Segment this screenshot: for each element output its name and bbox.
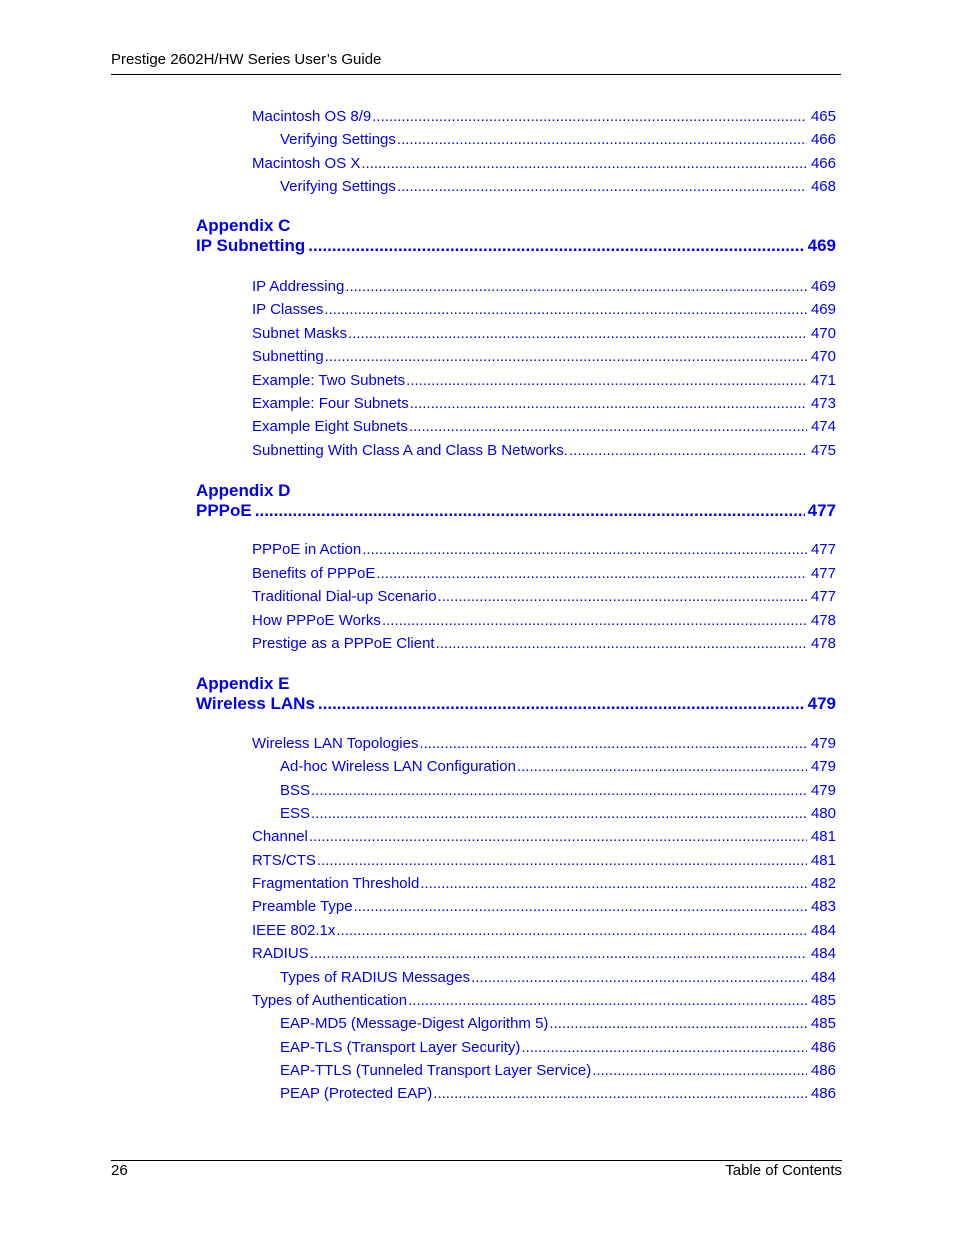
toc-entry-page: 465 xyxy=(810,108,836,125)
toc-entry-label: ESS xyxy=(280,805,311,822)
toc-entry[interactable] xyxy=(280,969,836,987)
toc-entry-page: 478 xyxy=(810,635,836,652)
toc-entry-page: 483 xyxy=(810,898,836,915)
appendix-label: Appendix E xyxy=(196,674,290,693)
toc-entry[interactable] xyxy=(280,1062,836,1080)
toc-entry-page: 466 xyxy=(810,155,836,172)
toc-entry-label: EAP-TTLS (Tunneled Transport Layer Service) xyxy=(280,1062,592,1079)
toc-entry-page: 486 xyxy=(810,1085,836,1102)
toc-entry-label: Prestige as a PPPoE Client xyxy=(252,635,435,652)
leader-dots xyxy=(361,155,807,173)
document-title: Prestige 2602H/HW Series User’s Guide xyxy=(111,51,382,68)
appendix-label: Appendix D xyxy=(196,481,291,500)
leader-dots xyxy=(318,694,805,714)
leader-dots xyxy=(317,852,807,870)
leader-dots xyxy=(436,635,807,653)
toc-entry[interactable] xyxy=(280,178,836,196)
leader-dots xyxy=(255,501,805,521)
toc-entry-label: Subnetting With Class A and Class B Networks. xyxy=(252,442,568,459)
appendix-d-heading-block[interactable] xyxy=(196,481,836,521)
leader-dots xyxy=(433,1085,807,1103)
toc-entry-page: 470 xyxy=(810,348,836,365)
toc-entry-label: Example: Two Subnets xyxy=(252,372,406,389)
toc-entry-page: 486 xyxy=(810,1062,836,1079)
toc-entry[interactable] xyxy=(252,828,836,846)
appendix-title: PPPoE xyxy=(196,501,252,520)
leader-dots xyxy=(397,178,807,196)
toc-entry[interactable] xyxy=(252,442,836,460)
leader-dots xyxy=(420,875,807,893)
leader-dots xyxy=(376,565,807,583)
leader-dots xyxy=(348,325,807,343)
leader-dots xyxy=(569,442,807,460)
leader-dots xyxy=(549,1015,807,1033)
toc-entry[interactable] xyxy=(252,395,836,413)
toc-entry-label: EAP-MD5 (Message-Digest Algorithm 5) xyxy=(280,1015,549,1032)
leader-dots xyxy=(309,828,807,846)
toc-entry-label: Fragmentation Threshold xyxy=(252,875,420,892)
toc-entry-label: Channel xyxy=(252,828,308,845)
toc-entry[interactable] xyxy=(252,735,836,753)
appendix-c-heading-block[interactable] xyxy=(196,216,836,256)
toc-entry-page: 469 xyxy=(810,301,836,318)
page-footer xyxy=(111,1160,842,1180)
toc-entry[interactable] xyxy=(280,758,836,776)
toc-entry-label: BSS xyxy=(280,782,311,799)
toc-entry-label: IEEE 802.1x xyxy=(252,922,336,939)
toc-entry-label: Traditional Dial-up Scenario xyxy=(252,588,437,605)
toc-entry-label: Verifying Settings xyxy=(280,131,396,148)
toc-entry-page: 477 xyxy=(810,588,836,605)
toc-entry-label: How PPPoE Works xyxy=(252,612,381,629)
toc-entry[interactable] xyxy=(252,945,836,963)
toc-entry-label: Subnetting xyxy=(252,348,324,365)
toc-entry[interactable] xyxy=(252,348,836,366)
toc-entry-label: RTS/CTS xyxy=(252,852,316,869)
toc-entry-label: Verifying Settings xyxy=(280,178,396,195)
leader-dots xyxy=(517,758,807,776)
toc-entry-page: 479 xyxy=(810,758,836,775)
leader-dots xyxy=(311,782,807,800)
appendix-page: 477 xyxy=(807,501,836,520)
toc-entry-label: Wireless LAN Topologies xyxy=(252,735,419,752)
toc-entry[interactable] xyxy=(252,155,836,173)
page-number: 26 xyxy=(111,1162,128,1179)
leader-dots xyxy=(408,992,807,1010)
toc-entry-page: 482 xyxy=(810,875,836,892)
toc-entry-page: 471 xyxy=(810,372,836,389)
toc-entry-page: 484 xyxy=(810,945,836,962)
leader-dots xyxy=(406,372,807,390)
leader-dots xyxy=(311,805,807,823)
leader-dots xyxy=(354,898,807,916)
toc-entry[interactable] xyxy=(252,875,836,893)
leader-dots xyxy=(345,278,807,296)
appendix-page: 479 xyxy=(807,694,836,713)
leader-dots xyxy=(308,236,804,256)
toc-entry[interactable] xyxy=(280,1039,836,1057)
toc-entry[interactable] xyxy=(252,612,836,630)
toc-entry-label: Types of RADIUS Messages xyxy=(280,969,471,986)
footer-section-title: Table of Contents xyxy=(725,1162,842,1179)
toc-entry-label: IP Addressing xyxy=(252,278,345,295)
toc-entry-page: 477 xyxy=(810,565,836,582)
toc-entry-label: Preamble Type xyxy=(252,898,353,915)
toc-entry-label: EAP-TLS (Transport Layer Security) xyxy=(280,1039,521,1056)
toc-entry-label: PPPoE in Action xyxy=(252,541,362,558)
toc-entry-page: 466 xyxy=(810,131,836,148)
toc-entry-label: PEAP (Protected EAP) xyxy=(280,1085,433,1102)
toc-entry[interactable] xyxy=(252,418,836,436)
toc-entry[interactable] xyxy=(252,325,836,343)
leader-dots xyxy=(325,348,807,366)
toc-entry-label: Example: Four Subnets xyxy=(252,395,409,412)
toc-entry-page: 486 xyxy=(810,1039,836,1056)
toc-entry-label: Ad-hoc Wireless LAN Configuration xyxy=(280,758,516,775)
toc-entry[interactable] xyxy=(280,805,836,823)
toc-entry[interactable] xyxy=(280,1085,836,1103)
toc-entry-page: 480 xyxy=(810,805,836,822)
toc-entry-label: Macintosh OS X xyxy=(252,155,361,172)
toc-entry[interactable] xyxy=(280,131,836,149)
toc-entry-page: 469 xyxy=(810,278,836,295)
toc-entry-page: 484 xyxy=(810,922,836,939)
toc-entry-page: 485 xyxy=(810,1015,836,1032)
toc-entry[interactable] xyxy=(252,992,836,1010)
toc-entry[interactable] xyxy=(280,782,836,800)
toc-entry-page: 475 xyxy=(810,442,836,459)
leader-dots xyxy=(409,418,807,436)
toc-entry[interactable] xyxy=(280,1015,836,1033)
leader-dots xyxy=(397,131,807,149)
leader-dots xyxy=(336,922,807,940)
toc-entry-page: 478 xyxy=(810,612,836,629)
toc-entry-label: Macintosh OS 8/9 xyxy=(252,108,372,125)
leader-dots xyxy=(324,301,807,319)
toc-entry-page: 481 xyxy=(810,852,836,869)
toc-entry[interactable] xyxy=(252,635,836,653)
toc-entry[interactable] xyxy=(252,922,836,940)
toc-entry-label: Example Eight Subnets xyxy=(252,418,408,435)
toc-entry-page: 479 xyxy=(810,782,836,799)
toc-entry-page: 479 xyxy=(810,735,836,752)
toc-entry[interactable] xyxy=(252,108,836,126)
leader-dots xyxy=(310,945,807,963)
appendix-title: Wireless LANs xyxy=(196,694,315,713)
toc-entry-label: Benefits of PPPoE xyxy=(252,565,376,582)
appendix-page: 469 xyxy=(807,236,836,255)
toc-entry-label: RADIUS xyxy=(252,945,309,962)
toc-entry[interactable] xyxy=(252,278,836,296)
toc-entry-page: 477 xyxy=(810,541,836,558)
appendix-title: IP Subnetting xyxy=(196,236,306,255)
appendix-label: Appendix C xyxy=(196,216,291,235)
leader-dots xyxy=(410,395,807,413)
toc-entry-label: Types of Authentication xyxy=(252,992,408,1009)
toc-entry-page: 481 xyxy=(810,828,836,845)
toc-entry-label: Subnet Masks xyxy=(252,325,348,342)
leader-dots xyxy=(521,1039,807,1057)
toc-entry-page: 484 xyxy=(810,969,836,986)
toc-entry[interactable] xyxy=(252,588,836,606)
leader-dots xyxy=(372,108,807,126)
toc-entry-page: 474 xyxy=(810,418,836,435)
leader-dots xyxy=(438,588,807,606)
toc-entry[interactable] xyxy=(252,301,836,319)
toc-entry[interactable] xyxy=(252,372,836,390)
toc-entry-page: 470 xyxy=(810,325,836,342)
toc-entry-page: 468 xyxy=(810,178,836,195)
toc-entry-page: 473 xyxy=(810,395,836,412)
leader-dots xyxy=(592,1062,807,1080)
toc-entry[interactable] xyxy=(252,852,836,870)
leader-dots xyxy=(362,541,807,559)
leader-dots xyxy=(382,612,807,630)
toc-entry-label: IP Classes xyxy=(252,301,324,318)
toc-entry[interactable] xyxy=(252,565,836,583)
leader-dots xyxy=(471,969,807,987)
toc-entry[interactable] xyxy=(252,898,836,916)
leader-dots xyxy=(419,735,807,753)
appendix-e-heading-block[interactable] xyxy=(196,674,836,714)
toc-entry-page: 485 xyxy=(810,992,836,1009)
toc-entry[interactable] xyxy=(252,541,836,559)
